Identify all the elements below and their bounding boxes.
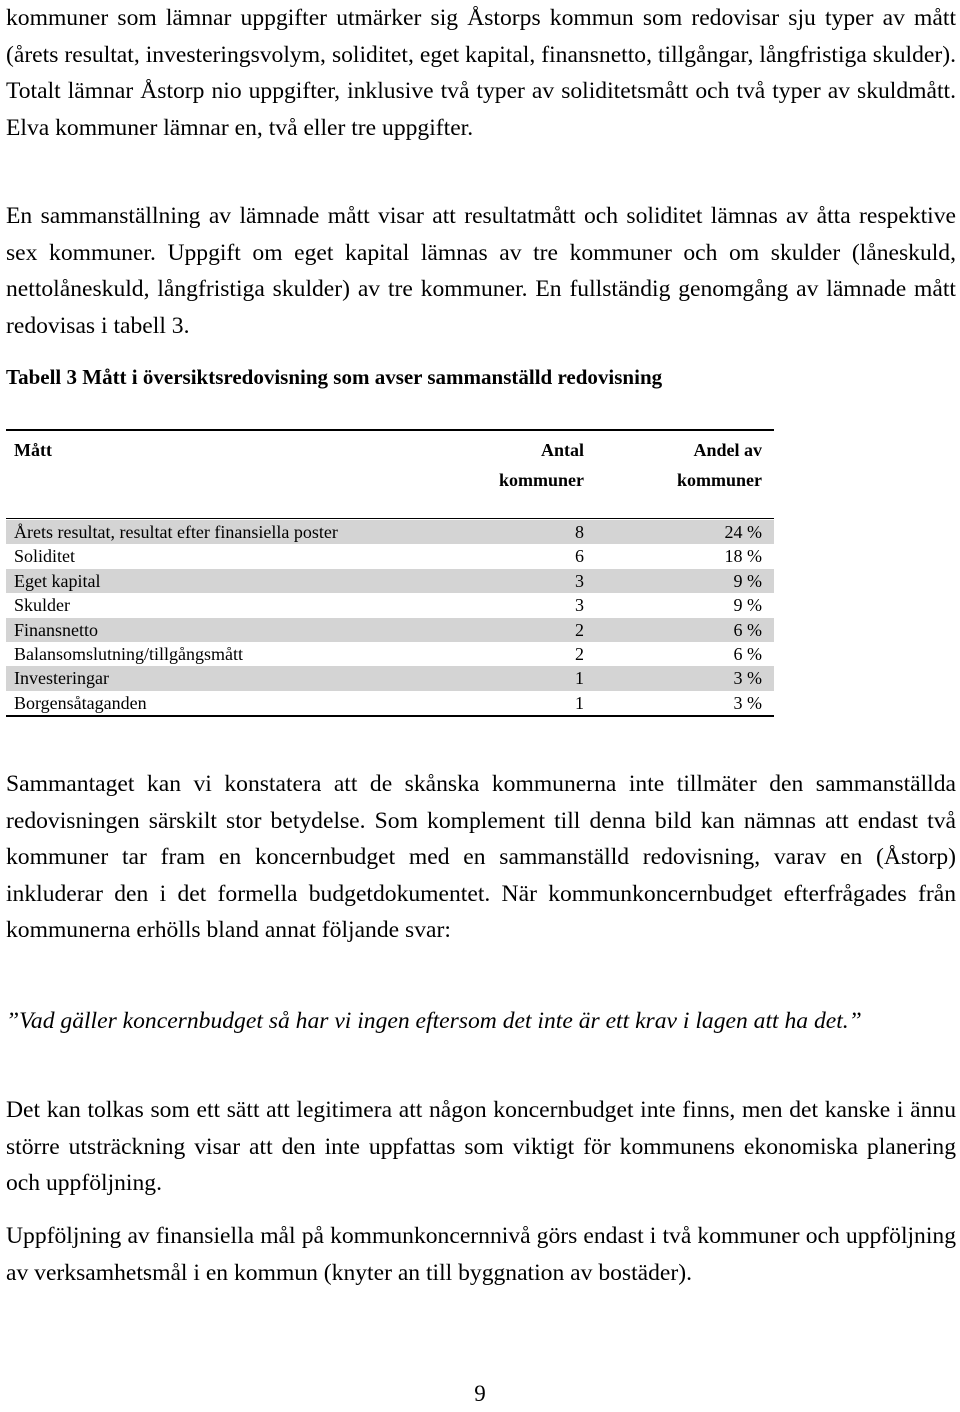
cell-share: 9 %: [733, 570, 762, 591]
cell-count: 3: [575, 570, 584, 591]
cell-share: 18 %: [724, 546, 762, 567]
table-header-rule: [6, 518, 774, 519]
cell-measure: Eget kapital: [14, 570, 101, 591]
table-body: [6, 520, 774, 715]
paragraph-intro: kommuner som lämnar uppgifter utmärker sig Åstorps kommun som redovisar sju typer av mått (årets resultat, investeringsvolym, soliditet, eget kapital, finansnetto, tillgångar, långfristiga skulder). Totalt lämnar Åstorp nio uppgifter, inklusive två typer av soliditetsmått och två typer av skuldmått. Elva kommuner lämnar en, två eller tre uppgifter.: [6, 5, 956, 141]
table-row: [6, 666, 774, 690]
cell-count: 2: [575, 643, 584, 664]
table-top-rule: [6, 429, 774, 431]
table-row: [6, 642, 774, 666]
header-share-line1: Andel av: [693, 440, 762, 460]
header-share: [646, 435, 762, 495]
cell-measure: Finansnetto: [14, 619, 98, 640]
header-count-line2: kommuner: [499, 470, 584, 490]
table-row: [6, 520, 774, 544]
header-count: [436, 435, 584, 495]
cell-count: 2: [575, 619, 584, 640]
table-row: [6, 544, 774, 568]
cell-count: 1: [575, 692, 584, 713]
paragraph-summary: En sammanställning av lämnade mått visar att resultatmått och soliditet lämnas av åtta respektive sex kommuner. Uppgift om eget kapital lämnas av tre kommuner och om skulder (låneskuld, nettolåneskuld, långfristiga skulder) av tre kommuner. En fullständig genomgång av lämnade mått redovisas i tabell 3.: [6, 203, 956, 339]
table-row: [6, 691, 774, 715]
cell-measure: Soliditet: [14, 546, 76, 567]
cell-measure: Balansomslutning/tillgångsmått: [14, 643, 243, 664]
page-number: 9: [474, 1381, 486, 1406]
table-row: [6, 593, 774, 617]
cell-share: 3 %: [733, 668, 762, 689]
cell-count: 1: [575, 668, 584, 689]
cell-share: 9 %: [733, 595, 762, 616]
cell-share: 6 %: [733, 643, 762, 664]
cell-share: 24 %: [724, 522, 762, 542]
cell-count: 6: [575, 546, 584, 567]
cell-share: 3 %: [733, 692, 762, 713]
header-measure: Mått: [14, 440, 52, 460]
table-caption: Tabell 3 Mått i översiktsredovisning som avser sammanställd redovisning: [6, 365, 663, 389]
cell-count: 8: [575, 522, 584, 542]
cell-count: 3: [575, 595, 584, 616]
paragraph-followup: Uppföljning av finansiella mål på kommunkoncernnivå görs endast i två kommuner och uppföljning av verksamhetsmål i en kommun (knyter an till byggnation av bostäder).: [6, 1223, 956, 1286]
table-bottom-rule: [6, 715, 774, 717]
paragraph-interpretation: Det kan tolkas som ett sätt att legitimera att någon koncernbudget inte finns, men det kanske i ännu större utsträckning visar att den inte uppfattas som viktigt för kommunens ekonomiska planering och uppföljning.: [6, 1097, 956, 1196]
cell-measure: Skulder: [14, 595, 70, 616]
paragraph-conclusion: Sammantaget kan vi konstatera att de skånska kommunerna inte tillmäter den sammanställda redovisningen särskilt stor betydelse. Som komplement till denna bild kan nämnas att endast två kommuner tar fram en koncernbudget med en sammanställd redovisning, varav en (Åstorp) inkluderar den i det formella budgetdokumentet. När kommunkoncernbudget efterfrågades från kommunerna erhölls bland annat följande svar:: [6, 771, 956, 943]
cell-measure: Borgensåtaganden: [14, 692, 147, 713]
quote-answer: ”Vad gäller koncernbudget så har vi ingen eftersom det inte är ett krav i lagen att ha det.”: [6, 1008, 862, 1034]
cell-share: 6 %: [733, 619, 762, 640]
header-count-line1: Antal: [540, 440, 584, 460]
header-share-line2: kommuner: [677, 470, 762, 490]
table-row: [6, 569, 774, 593]
cell-measure: Investeringar: [14, 668, 109, 689]
table-row: [6, 618, 774, 642]
cell-measure: Årets resultat, resultat efter finansiella poster: [14, 522, 338, 542]
